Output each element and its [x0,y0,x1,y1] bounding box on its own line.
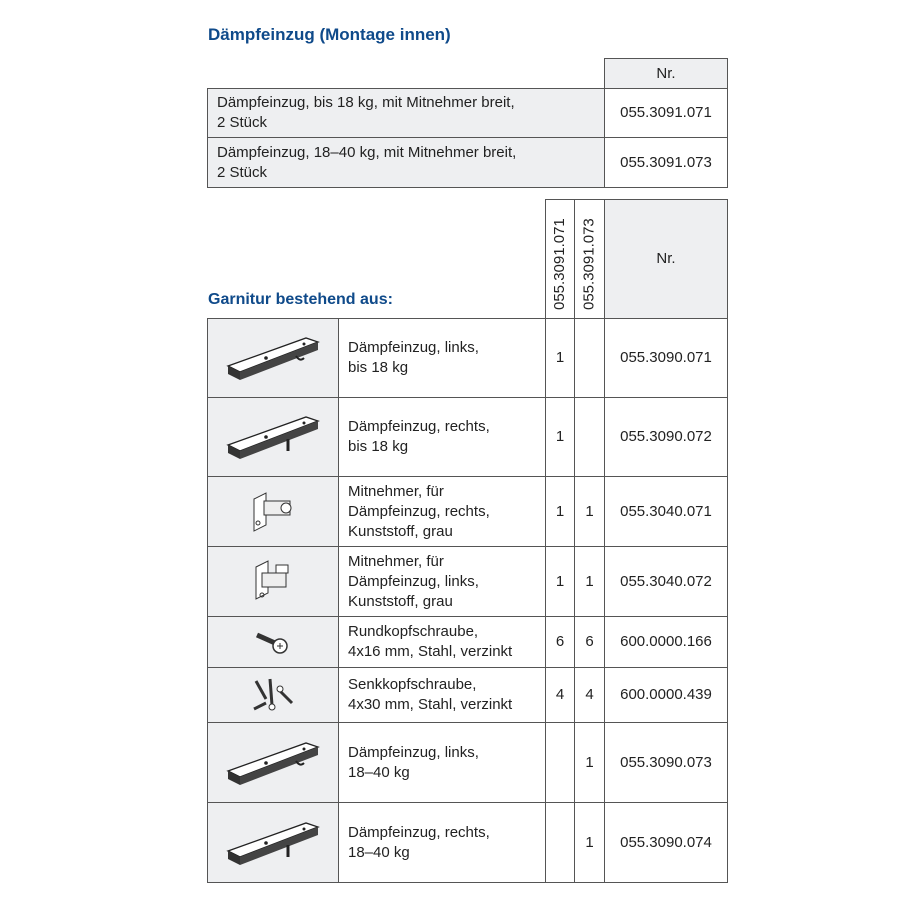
part-description [338,802,546,883]
set-desc-2 [207,137,605,188]
part-description [338,667,546,723]
desc-line: 2 Stück [217,114,268,131]
parts-nr-header: Nr. [604,199,728,319]
desc-line: Dämpfeinzug, rechts, [348,823,490,841]
part-image [207,476,339,547]
nr-header: Nr. [604,58,728,89]
part-image [207,546,339,617]
desc-line: 18–40 kg [348,763,410,781]
damper-left-icon [218,328,328,388]
part-image [207,722,339,803]
qty-set2 [574,318,605,398]
set-desc-1 [207,88,605,138]
part-image [207,802,339,883]
part-nr: 055.3040.071 [604,476,728,547]
qty-set1: 6 [545,616,575,668]
part-description [338,476,546,547]
part-nr: 055.3090.071 [604,318,728,398]
page-title: Dämpfeinzug (Montage innen) [208,25,451,44]
part-image [207,397,339,477]
desc-line: Dämpfeinzug, rechts, [348,502,490,520]
qty-set2: 1 [574,546,605,617]
desc-line: Dämpfeinzug, 18–40 kg, mit Mitnehmer breit, [217,143,517,161]
qty-set1: 1 [545,546,575,617]
round-head-screw-icon [253,627,293,657]
set1-column-header [545,199,575,319]
desc-line: Mitnehmer, für [348,482,444,500]
catch-left-icon [248,557,298,607]
part-image [207,616,339,668]
qty-set1: 1 [545,397,575,477]
desc-line: Dämpfeinzug, links, [348,339,479,356]
part-description [338,722,546,803]
desc-line: Dämpfeinzug, rechts, [348,418,490,435]
desc-line: Rundkopfschraube, [348,623,479,640]
desc-line: Mitnehmer, für [348,552,444,570]
qty-set2 [574,397,605,477]
part-nr: 055.3090.074 [604,802,728,883]
qty-set2: 1 [574,722,605,803]
damper-right-icon [218,407,328,467]
catch-right-icon [248,487,298,537]
set-nr-2: 055.3091.073 [604,137,728,188]
set1-label: 055.3091.071 [551,218,568,310]
desc-line: 4x30 mm, Stahl, verzinkt [348,696,513,713]
desc-line: Senkkopfschraube, [348,676,477,693]
part-description [338,397,546,477]
part-image [207,667,339,723]
desc-line: Kunststoff, grau [348,522,453,540]
part-nr: 055.3090.073 [604,722,728,803]
desc-line: Dämpfeinzug, links, [348,572,479,590]
qty-set1: 4 [545,667,575,723]
set2-column-header [574,199,605,319]
qty-set2: 4 [574,667,605,723]
part-nr: 600.0000.166 [604,616,728,668]
countersunk-screw-icon [248,677,298,713]
part-nr: 055.3040.072 [604,546,728,617]
set2-label: 055.3091.073 [580,218,598,310]
qty-set1: 1 [545,476,575,547]
desc-line: 4x16 mm, Stahl, verzinkt [348,643,513,660]
desc-line: bis 18 kg [348,438,409,455]
qty-set2: 1 [574,476,605,547]
qty-set1: 1 [545,318,575,398]
set-nr-1: 055.3091.071 [604,88,728,138]
parts-heading: Garnitur bestehend aus: [208,291,393,308]
qty-set1 [545,802,575,883]
desc-line: bis 18 kg [348,359,409,376]
qty-set1 [545,722,575,803]
part-nr: 600.0000.439 [604,667,728,723]
desc-line: Dämpfeinzug, bis 18 kg, mit Mitnehmer breit, [217,94,515,111]
part-nr: 055.3090.072 [604,397,728,477]
damper-right-icon [218,813,328,873]
qty-set2: 6 [574,616,605,668]
damper-left-icon [218,733,328,793]
desc-line: 2 Stück [217,163,268,181]
part-image [207,318,339,398]
part-description [338,318,546,398]
part-description [338,616,546,668]
desc-line: Kunststoff, grau [348,592,453,610]
part-description [338,546,546,617]
qty-set2: 1 [574,802,605,883]
desc-line: Dämpfeinzug, links, [348,743,479,761]
desc-line: 18–40 kg [348,843,410,861]
